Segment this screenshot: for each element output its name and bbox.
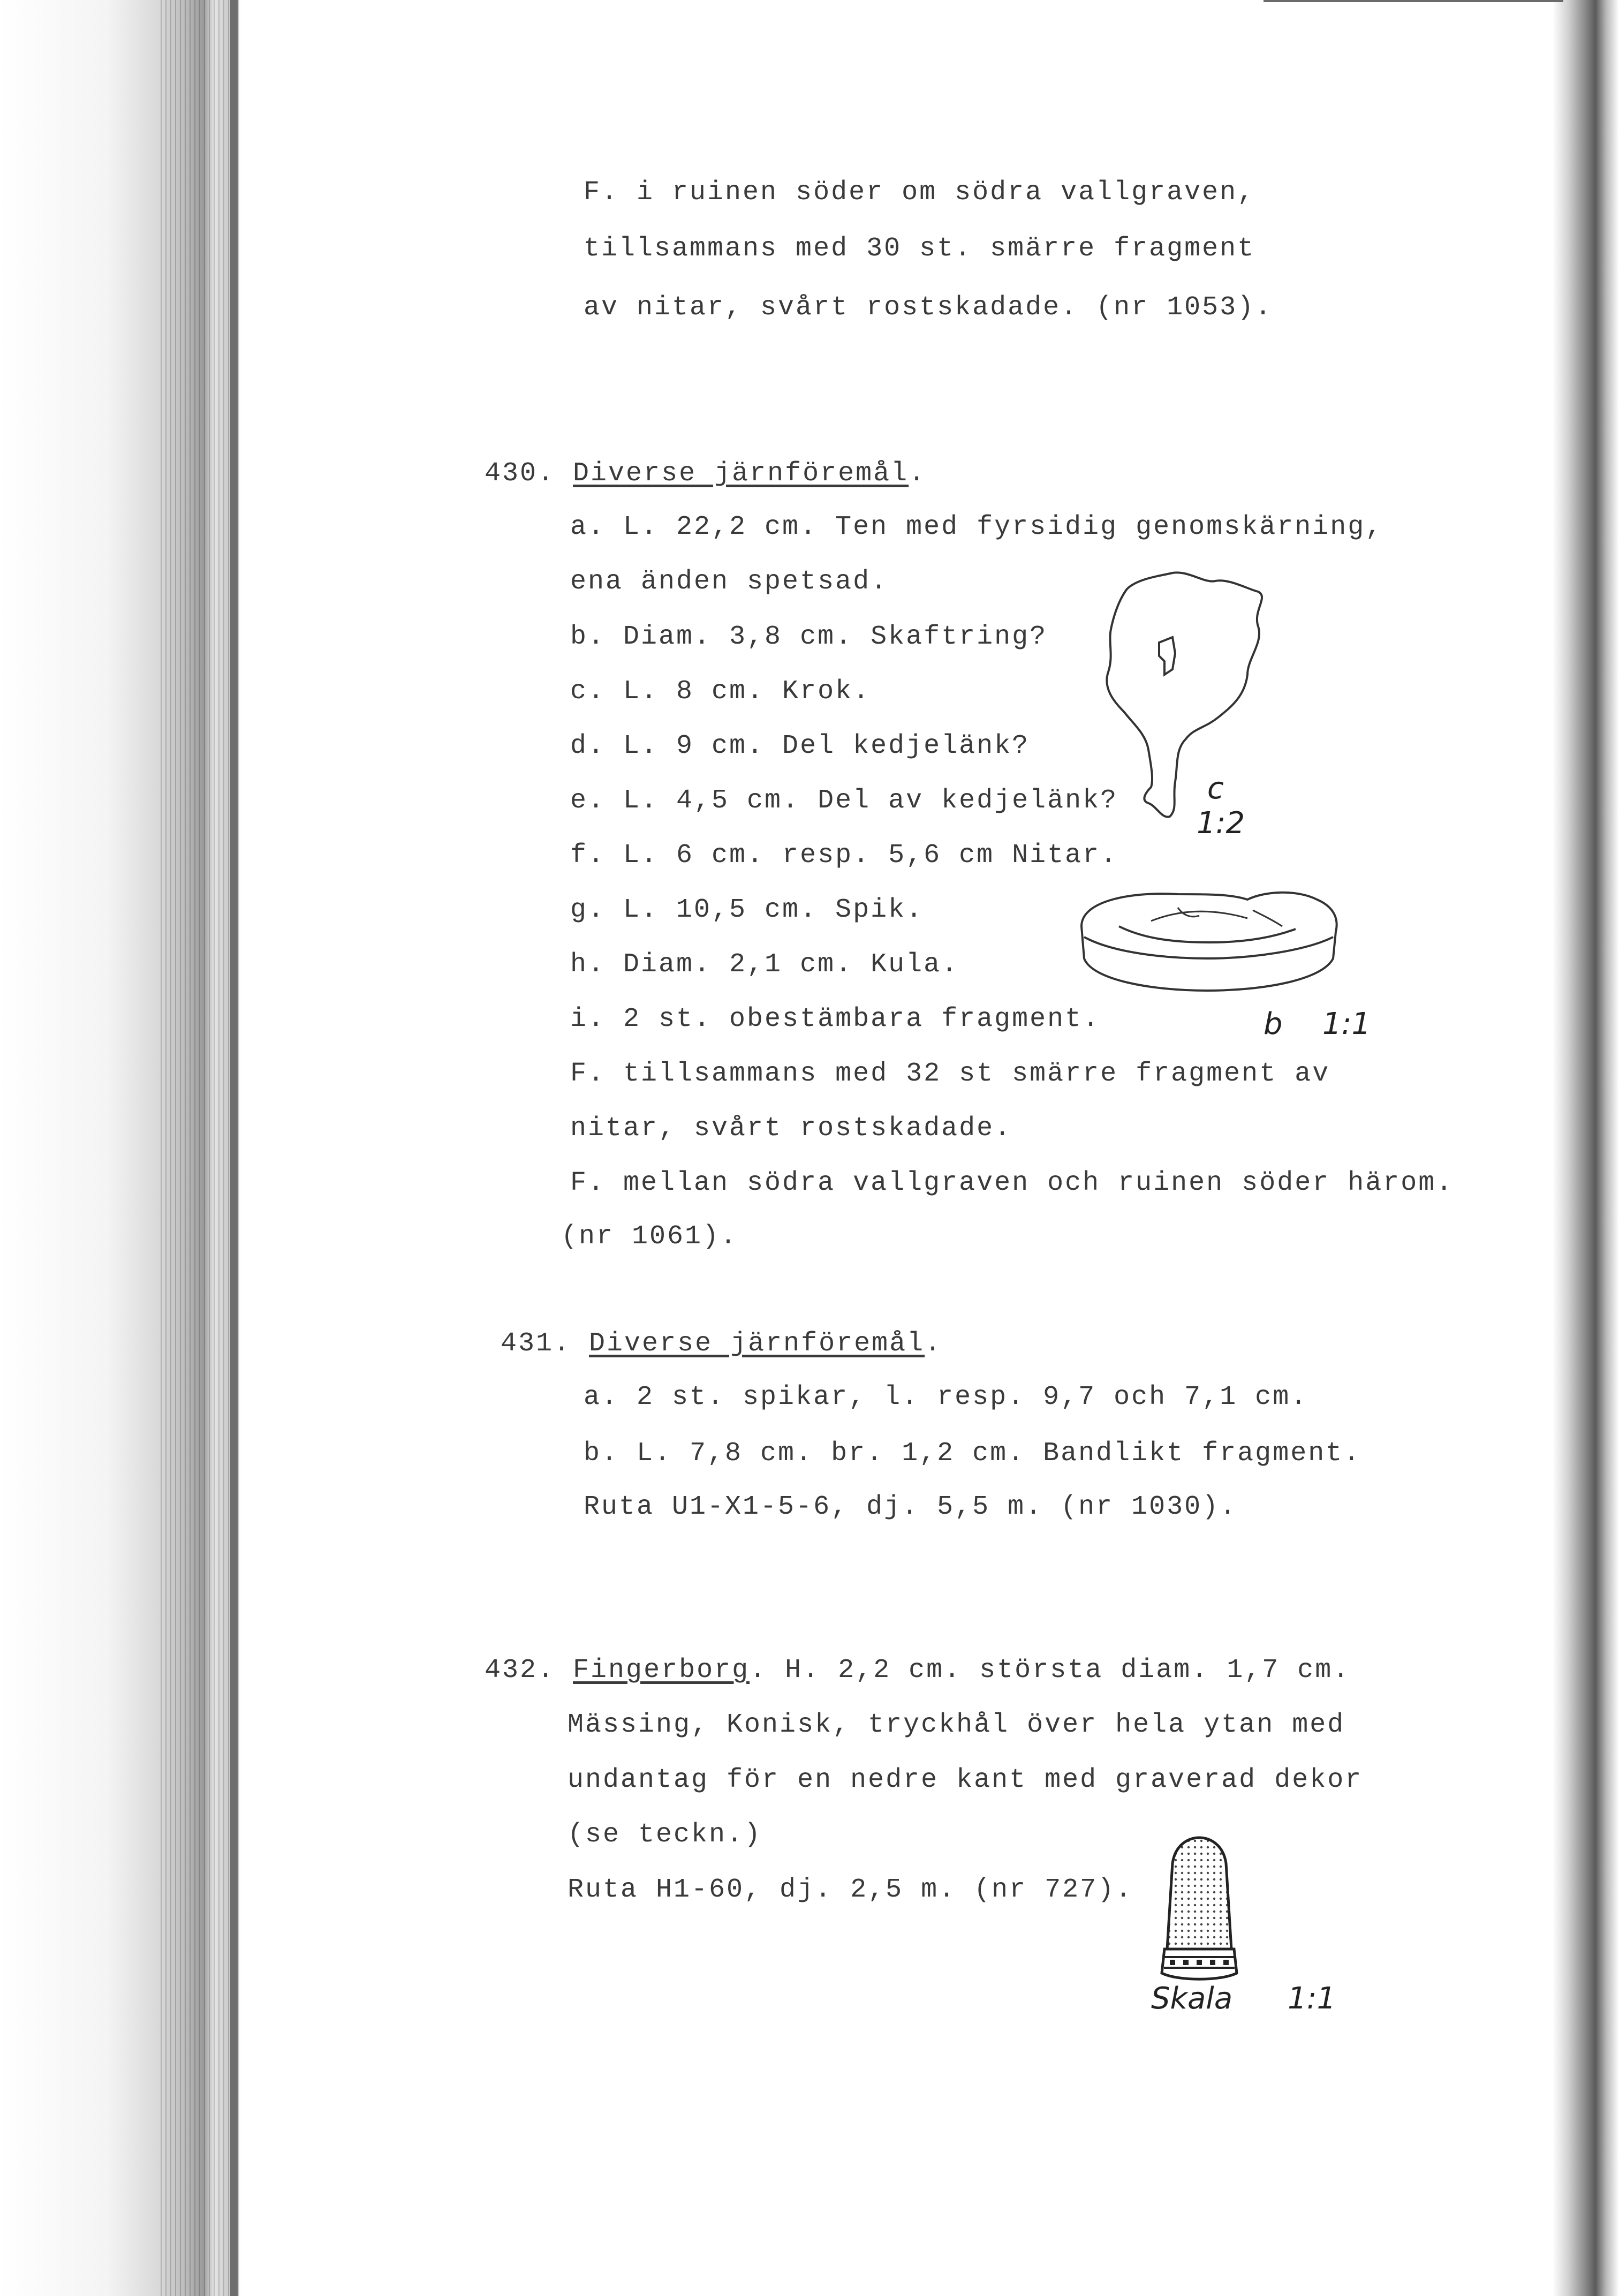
entry-431-title: Diverse järnföremål xyxy=(589,1328,925,1359)
entry-430-number: 430. xyxy=(485,458,556,489)
ring-sketch xyxy=(1071,878,1349,1017)
entry-430-item-g: g. L. 10,5 cm. Spik. xyxy=(570,895,924,925)
entry-432-item-2: undantag för en nedre kant med graverad dekor xyxy=(568,1765,1363,1795)
entry-431-heading xyxy=(501,1328,942,1360)
intro-line-1: F. i ruinen söder om södra vallgraven, xyxy=(584,177,1255,208)
intro-line-2: tillsammans med 30 st. smärre fragment xyxy=(584,233,1255,264)
sketch-c-scale: 1:2 xyxy=(1197,806,1245,841)
sketch-c-letter: c xyxy=(1207,771,1224,806)
thimble-sketch xyxy=(1140,1831,1258,1992)
entry-431-title-end: . xyxy=(925,1328,943,1359)
entry-430-title: Diverse järnföremål xyxy=(573,458,909,489)
entry-430-heading xyxy=(485,458,926,490)
entry-430-item-h: h. Diam. 2,1 cm. Kula. xyxy=(570,949,959,980)
entry-432-heading xyxy=(485,1655,1350,1687)
right-page-edge xyxy=(1553,0,1619,2296)
entry-431-item-b: b. L. 7,8 cm. br. 1,2 cm. Bandlikt fragment. xyxy=(584,1438,1361,1469)
entry-430-find-2: nitar, svårt rostskadade. xyxy=(570,1113,1012,1144)
entry-430-find-3: F. mellan södra vallgraven och ruinen söder härom. xyxy=(570,1168,1454,1198)
entry-430-ref: (nr 1061). xyxy=(561,1221,738,1252)
entry-430-item-i: i. 2 st. obestämbara fragment. xyxy=(570,1004,1101,1034)
binding-gutter xyxy=(230,0,238,2296)
entry-432-title-rest: . H. 2,2 cm. största diam. 1,7 cm. xyxy=(750,1655,1351,1686)
entry-431-ref: Ruta U1-X1-5-6, dj. 5,5 m. (nr 1030). xyxy=(584,1492,1238,1522)
entry-432-number: 432. xyxy=(485,1655,556,1686)
entry-432-title: Fingerborg xyxy=(573,1655,750,1686)
entry-432-ref: Ruta H1-60, dj. 2,5 m. (nr 727). xyxy=(568,1875,1133,1905)
scale-label: Skala xyxy=(1151,1981,1233,2016)
top-page-edge xyxy=(1264,0,1563,2)
entry-430-find-1: F. tillsammans med 32 st smärre fragment av xyxy=(570,1059,1330,1089)
entry-430-item-a: a. L. 22,2 cm. Ten med fyrsidig genomskärning, xyxy=(570,512,1383,542)
entry-430-item-f: f. L. 6 cm. resp. 5,6 cm Nitar. xyxy=(570,840,1118,871)
intro-line-3: av nitar, svårt rostskadade. (nr 1053). xyxy=(584,292,1273,323)
page-stack-edges xyxy=(161,0,241,2296)
hook-sketch xyxy=(1087,568,1290,846)
scale-value: 1:1 xyxy=(1288,1981,1336,2016)
entry-430-item-b: b. Diam. 3,8 cm. Skaftring? xyxy=(570,622,1048,652)
sketch-b-letter: b xyxy=(1264,1007,1283,1041)
entry-430-item-a-cont: ena änden spetsad. xyxy=(570,567,889,597)
entry-430-item-e: e. L. 4,5 cm. Del av kedjelänk? xyxy=(570,786,1118,816)
entry-431-item-a: a. 2 st. spikar, l. resp. 9,7 och 7,1 cm. xyxy=(584,1382,1308,1413)
entry-430-item-d: d. L. 9 cm. Del kedjelänk? xyxy=(570,731,1030,761)
entry-432-item-1: Mässing, Konisk, tryckhål över hela ytan med xyxy=(568,1710,1345,1740)
entry-431-number: 431. xyxy=(501,1328,572,1359)
entry-430-item-c: c. L. 8 cm. Krok. xyxy=(570,676,871,707)
entry-432-item-3: (se teckn.) xyxy=(568,1819,762,1850)
entry-430-title-end: . xyxy=(909,458,927,489)
sketch-b-scale: 1:1 xyxy=(1322,1007,1371,1041)
